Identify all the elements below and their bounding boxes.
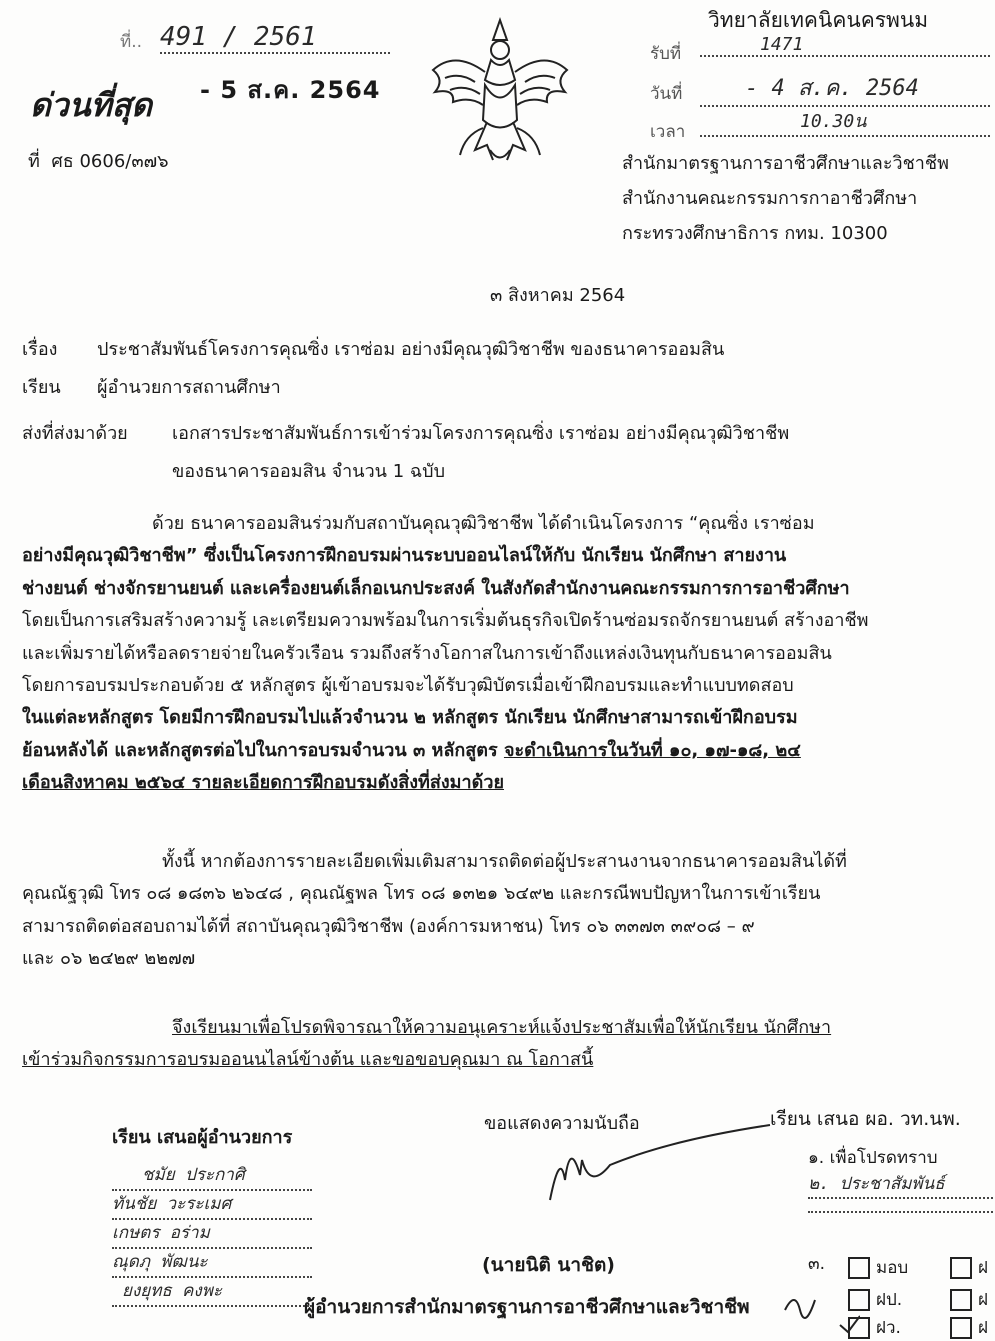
- left-note-line: ชมัย ประกาศิ: [112, 1162, 312, 1191]
- subject-label: เรื่อง: [22, 339, 58, 360]
- to-label: เรียน: [22, 377, 61, 398]
- option-assign: [848, 1254, 908, 1281]
- document-number-value: ศธ 0606/๓๗๖: [51, 151, 169, 172]
- para1-underlined-month: เดือนสิงหาคม ๒๕๖๔ รายละเอียดการฝึกอบรมดังสิ่งที่ส่งมาด้วย: [22, 772, 505, 794]
- checkbox-icon: [848, 1257, 870, 1279]
- sender-address: [622, 146, 949, 251]
- signer-title: ผู้อำนวยการสำนักมาตรฐานการอาชีวศึกษาและวิชาชีพ: [304, 1296, 750, 1318]
- para1-line-6: โดยการอบรมประกอบด้วย ๕ หลักสูตร ผู้เข้าอบรมจะได้รับวุฒิบัตรเมื่อเข้าฝึกอบรมและทำแบบทดสอบ: [22, 674, 794, 696]
- para1-line-4: โดยเป็นการเสริมสร้างความรู้ เละเตรียมความพร้อมในการเริ่มต้นธุรกิจเปิดร้านซ่อมรถจักรยานยนต์ สร้างอาชีพ: [22, 610, 869, 632]
- left-note-line: ยงยุทธ คงพะ: [112, 1278, 312, 1307]
- handwritten-ref-number: 491 / 2561: [160, 22, 390, 54]
- to-text: ผู้อำนวยการสถานศึกษา: [97, 377, 281, 398]
- para1-line-2: อย่างมีคุณวุฒิวิชาชีพ” ซึ่งเป็นโครงการฝึกอบรมผ่านระบบออนไลน์ให้กับ นักเรียน นักศึกษา สายงาน: [22, 545, 787, 567]
- option-5-label: ฝ: [978, 1290, 988, 1310]
- right-note-item-1: ๑. เพื่อโปรดทราบ: [808, 1148, 938, 1168]
- sender-line-2: สำนักงานคณะกรรมการกาอาชีวศึกษา: [622, 188, 918, 209]
- para1-line-5: และเพิ่มรายได้หรือลดรายจ่ายในครัวเรือน รวมถึงสร้างโอกาสในการเข้าถึงแหล่งเงินทุนกับธนาคารออมสิน: [22, 642, 832, 664]
- option-plan-label: ฝป.: [876, 1290, 903, 1310]
- signature-icon: [520, 1120, 780, 1210]
- letter-date: ๓ สิงหาคม 2564: [490, 285, 626, 306]
- enclosure-line-2: ของธนาคารออมสิน จำนวน 1 ฉบับ: [172, 461, 445, 482]
- document-number: [28, 146, 169, 175]
- receipt-time-label: เวลา: [650, 122, 686, 142]
- document-number-label: ที่: [28, 151, 40, 172]
- signer-name: (นายนิติ นาชิต): [482, 1254, 615, 1276]
- checkbox-icon: [950, 1257, 972, 1279]
- checkbox-icon: [950, 1289, 972, 1311]
- left-note-line: เกษตร อร่าม: [112, 1220, 312, 1249]
- option-4-label: ฝ: [978, 1258, 988, 1278]
- closing-paragraph: [22, 1012, 972, 1077]
- regards-text: ขอแสดงความนับถือ: [484, 1113, 640, 1134]
- option-5: [950, 1286, 988, 1313]
- option-assign-label: มอบ: [876, 1258, 909, 1278]
- receipt-no-label: รับที่: [650, 44, 682, 64]
- stamp-date: - 5 ส.ค. 2564: [200, 76, 381, 104]
- urgency-label: ด่วนที่สุด: [30, 86, 153, 124]
- body-paragraph-2: [22, 846, 972, 976]
- left-note-line: ทันชัย วะระเมศ: [112, 1191, 312, 1220]
- sender-line-3: กระทรวงศึกษาธิการ กทม. 10300: [622, 223, 888, 244]
- right-note-title: เรียน เสนอ ผอ. วท.นพ.: [770, 1108, 961, 1130]
- option-6-label: ฝ: [978, 1318, 988, 1338]
- para1-line-8-text: ย้อนหลังได้ และหลักสูตรต่อไปในการอบรมจำนวน ๓ หลักสูตร: [22, 739, 498, 761]
- garuda-emblem-icon: [425, 10, 575, 170]
- option-4: [950, 1254, 988, 1281]
- doc-ref-prefix: ที่..: [120, 32, 143, 52]
- para1-underlined-dates: จะดำเนินการในวันที่ ๑๐, ๑๗-๑๘, ๒๔: [503, 739, 801, 761]
- option-academic-label: ฝว.: [876, 1318, 901, 1338]
- closing-line-2: เข้าร่วมกิจกรรมการอบรมออนนไลน์ข้างต้น และขอขอบคุณมา ณ โอกาสนี้: [22, 1049, 594, 1071]
- option-6: [950, 1314, 988, 1341]
- right-note-item-2: ๒. ประชาสัมพันธ์: [808, 1170, 993, 1199]
- enclosure-label: ส่งที่ส่งมาด้วย: [22, 423, 128, 444]
- para1-line-3: ช่างยนต์ ช่างจักรยานยนต์ และเครื่องยนต์เล็กอเนกประสงค์ ในสังกัดสำนักงานคณะกรรมการการอาชีวศึกษา: [22, 577, 850, 599]
- receipt-no-value: 1471: [700, 34, 990, 57]
- receipt-date-label: วันที่: [650, 84, 683, 104]
- body-paragraph-1: [22, 508, 972, 800]
- sender-line-1: สำนักมาตรฐานการอาชีวศึกษาและวิชาชีพ: [622, 153, 949, 174]
- right-note-item-3-num: ๓.: [808, 1254, 826, 1274]
- para2-line-2: คุณณัฐวุฒิ โทร ๐๘ ๑๘๓๖ ๒๖๔๘ , คุณณัฐพล โทร ๐๘ ๑๓๒๑ ๖๔๙๒ และกรณีพบปัญหาในการเข้าเรียน: [22, 883, 821, 905]
- receipt-institution: วิทยาลัยเทคนิคนครพนม: [708, 8, 929, 32]
- left-note-line: ณุดภุ พัฒนะ: [112, 1249, 312, 1278]
- para2-line-1: ทั้งนี้ หากต้องการรายละเอียดเพิ่มเติมสามารถติดต่อผู้ประสานงานจากธนาคารออมสินได้ที่: [162, 851, 847, 872]
- checkmark-scribble-icon: [780, 1280, 860, 1338]
- closing-line-1: จึงเรียนมาเพื่อโปรดพิจารณาให้ความอนุเคราะห์แจ้งประชาสัมเพื่อให้นักเรียน นักศึกษา: [172, 1017, 832, 1038]
- subject-text: ประชาสัมพันธ์โครงการคุณซิ่ง เราซ่อม อย่างมีคุณวุฒิวิชาชีพ ของธนาคารออมสิน: [97, 339, 725, 360]
- para1-line-1: ด้วย ธนาคารออมสินร่วมกับสถาบันคุณวุฒิวิชาชีพ ได้ดำเนินโครงการ “คุณซิ่ง เราซ่อม: [152, 513, 815, 534]
- checkbox-icon: [950, 1317, 972, 1339]
- right-note-blank-line: [808, 1210, 993, 1213]
- receipt-time-value: 10.30น: [700, 106, 990, 137]
- left-note-lines: [112, 1162, 312, 1307]
- para2-line-3: สามารถติดต่อสอบถามได้ที่ สถาบันคุณวุฒิวิชาชีพ (องค์การมหาชน) โทร ๐๖ ๓๓๗๓ ๓๙๐๘ – ๙: [22, 915, 755, 937]
- receipt-date-value: - 4 ส.ค. 2564: [700, 70, 990, 107]
- para1-line-7: ในแต่ละหลักสูตร โดยมีการฝึกอบรมไปแล้วจำนวน ๒ หลักสูตร นักเรียน นักศึกษาสามารถเข้าฝึกอบรม: [22, 707, 798, 729]
- left-note-title: เรียน เสนอผู้อำนวยการ: [112, 1127, 293, 1148]
- para2-line-4: และ ๐๖ ๒๔๒๙ ๒๒๗๗: [22, 948, 196, 970]
- para1-line-8: [22, 735, 972, 767]
- enclosure-line-1: เอกสารประชาสัมพันธ์การเข้าร่วมโครงการคุณซิ่ง เราซ่อม อย่างมีคุณวุฒิวิชาชีพ: [172, 423, 790, 444]
